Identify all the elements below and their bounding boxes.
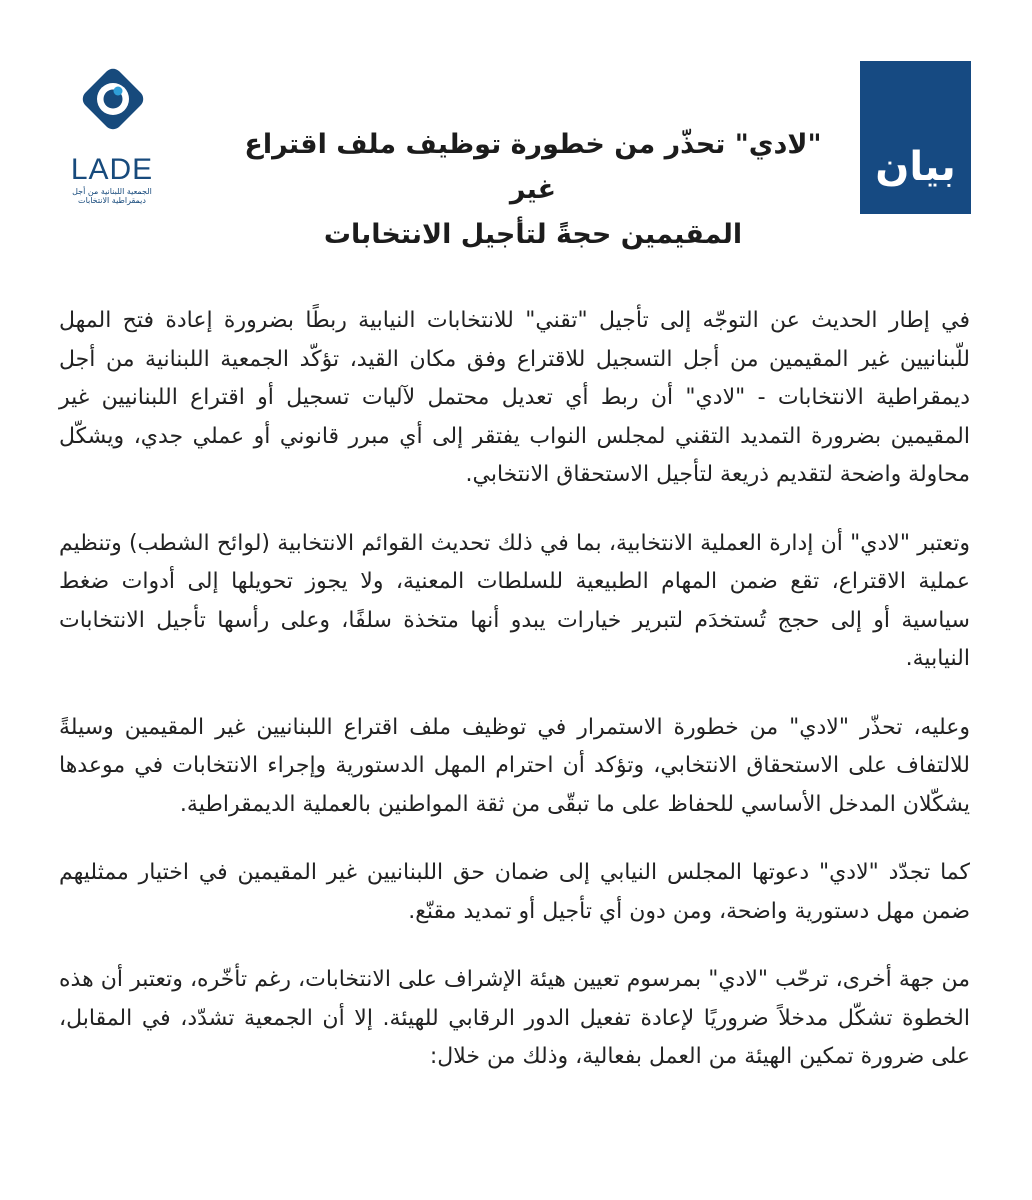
logo-wordmark: LADE [70,153,154,186]
statement-body [59,302,970,1077]
body-paragraph-3: وعليه، تحذّر "لادي" من خطورة الاستمرار في توظيف ملف اقتراع اللبنانيين غير المقيمين وسيلةً للالتفاف على الاستحقاق الانتخابي، وتؤكد أن احترام المهل الدستورية وإجراء الانتخابات في موعدها يشكّلان المدخل الأساسي للحفاظ على ما تبقّى من ثقة المواطنين بالعملية الديمقراطية. [59,714,970,817]
page-title [228,122,838,257]
eye-in-diamond-icon [78,64,148,134]
statement-badge-label: بيان [875,144,956,190]
body-paragraph-1: في إطار الحديث عن التوجّه إلى تأجيل "تقني" للانتخابات النيابية ربطًا بضرورة إعادة فتح المهل للّبنانيين غير المقيمين من أجل التسجيل للاقتراع وفق مكان القيد، تؤكّد الجمعية اللبنانية من أجل ديمقراطية الانتخابات - "لادي" أن ربط أي تعديل محتمل لآليات تسجيل أو اقتراع اللبنانيين غير المقيمين بضرورة التمديد التقني لمجلس النواب يفتقر إلى أي مبرر قانوني أو عملي جدي، ويشكّل محاولة واضحة لتقديم ذريعة لتأجيل الاستحقاق الانتخابي. [59,308,970,487]
logo-tagline-line-2: ديمقراطية الانتخابات [78,196,146,205]
statement-badge [860,61,971,214]
logo-tagline-line-1: الجمعية اللبنانية من أجل [72,187,152,196]
page-title-line-1: "لادي" تحذّر من خطورة توظيف ملف اقتراع غير [244,129,822,205]
body-paragraph-4: كما تجدّد "لادي" دعوتها المجلس النيابي إلى ضمان حق اللبنانيين غير المقيمين في اختيار ممثليهم ضمن مهل دستورية واضحة، ومن دون أي تأجيل أو تمديد مقنّع. [59,860,970,924]
lade-logo [62,64,162,204]
page-title-line-2: المقيمين حجةً لتأجيل الانتخابات [323,219,743,250]
body-paragraph-5: من جهة أخرى، ترحّب "لادي" بمرسوم تعيين هيئة الإشراف على الانتخابات، رغم تأخّره، وتعتبر أن هذه الخطوة تشكّل مدخلاً ضروريًا لإعادة تفعيل الدور الرقابي للهيئة. إلا أن الجمعية تشدّد، في المقابل، على ضرورة تمكين الهيئة من العمل بفعالية، وذلك من خلال: [59,967,970,1069]
logo-tagline [62,187,162,205]
body-paragraph-2: وتعتبر "لادي" أن إدارة العملية الانتخابية، بما في ذلك تحديث القوائم الانتخابية (لوائح الشطب) وتنظيم عملية الاقتراع، تقع ضمن المهام الطبيعية للسلطات المعنية، ولا يجوز تحويلها إلى أدوات ضغط سياسية أو إلى حجج تُستخدَم لتبرير خيارات يبدو أنها متخذة سلفًا، وعلى رأسها تأجيل الانتخابات النيابية. [59,530,970,671]
